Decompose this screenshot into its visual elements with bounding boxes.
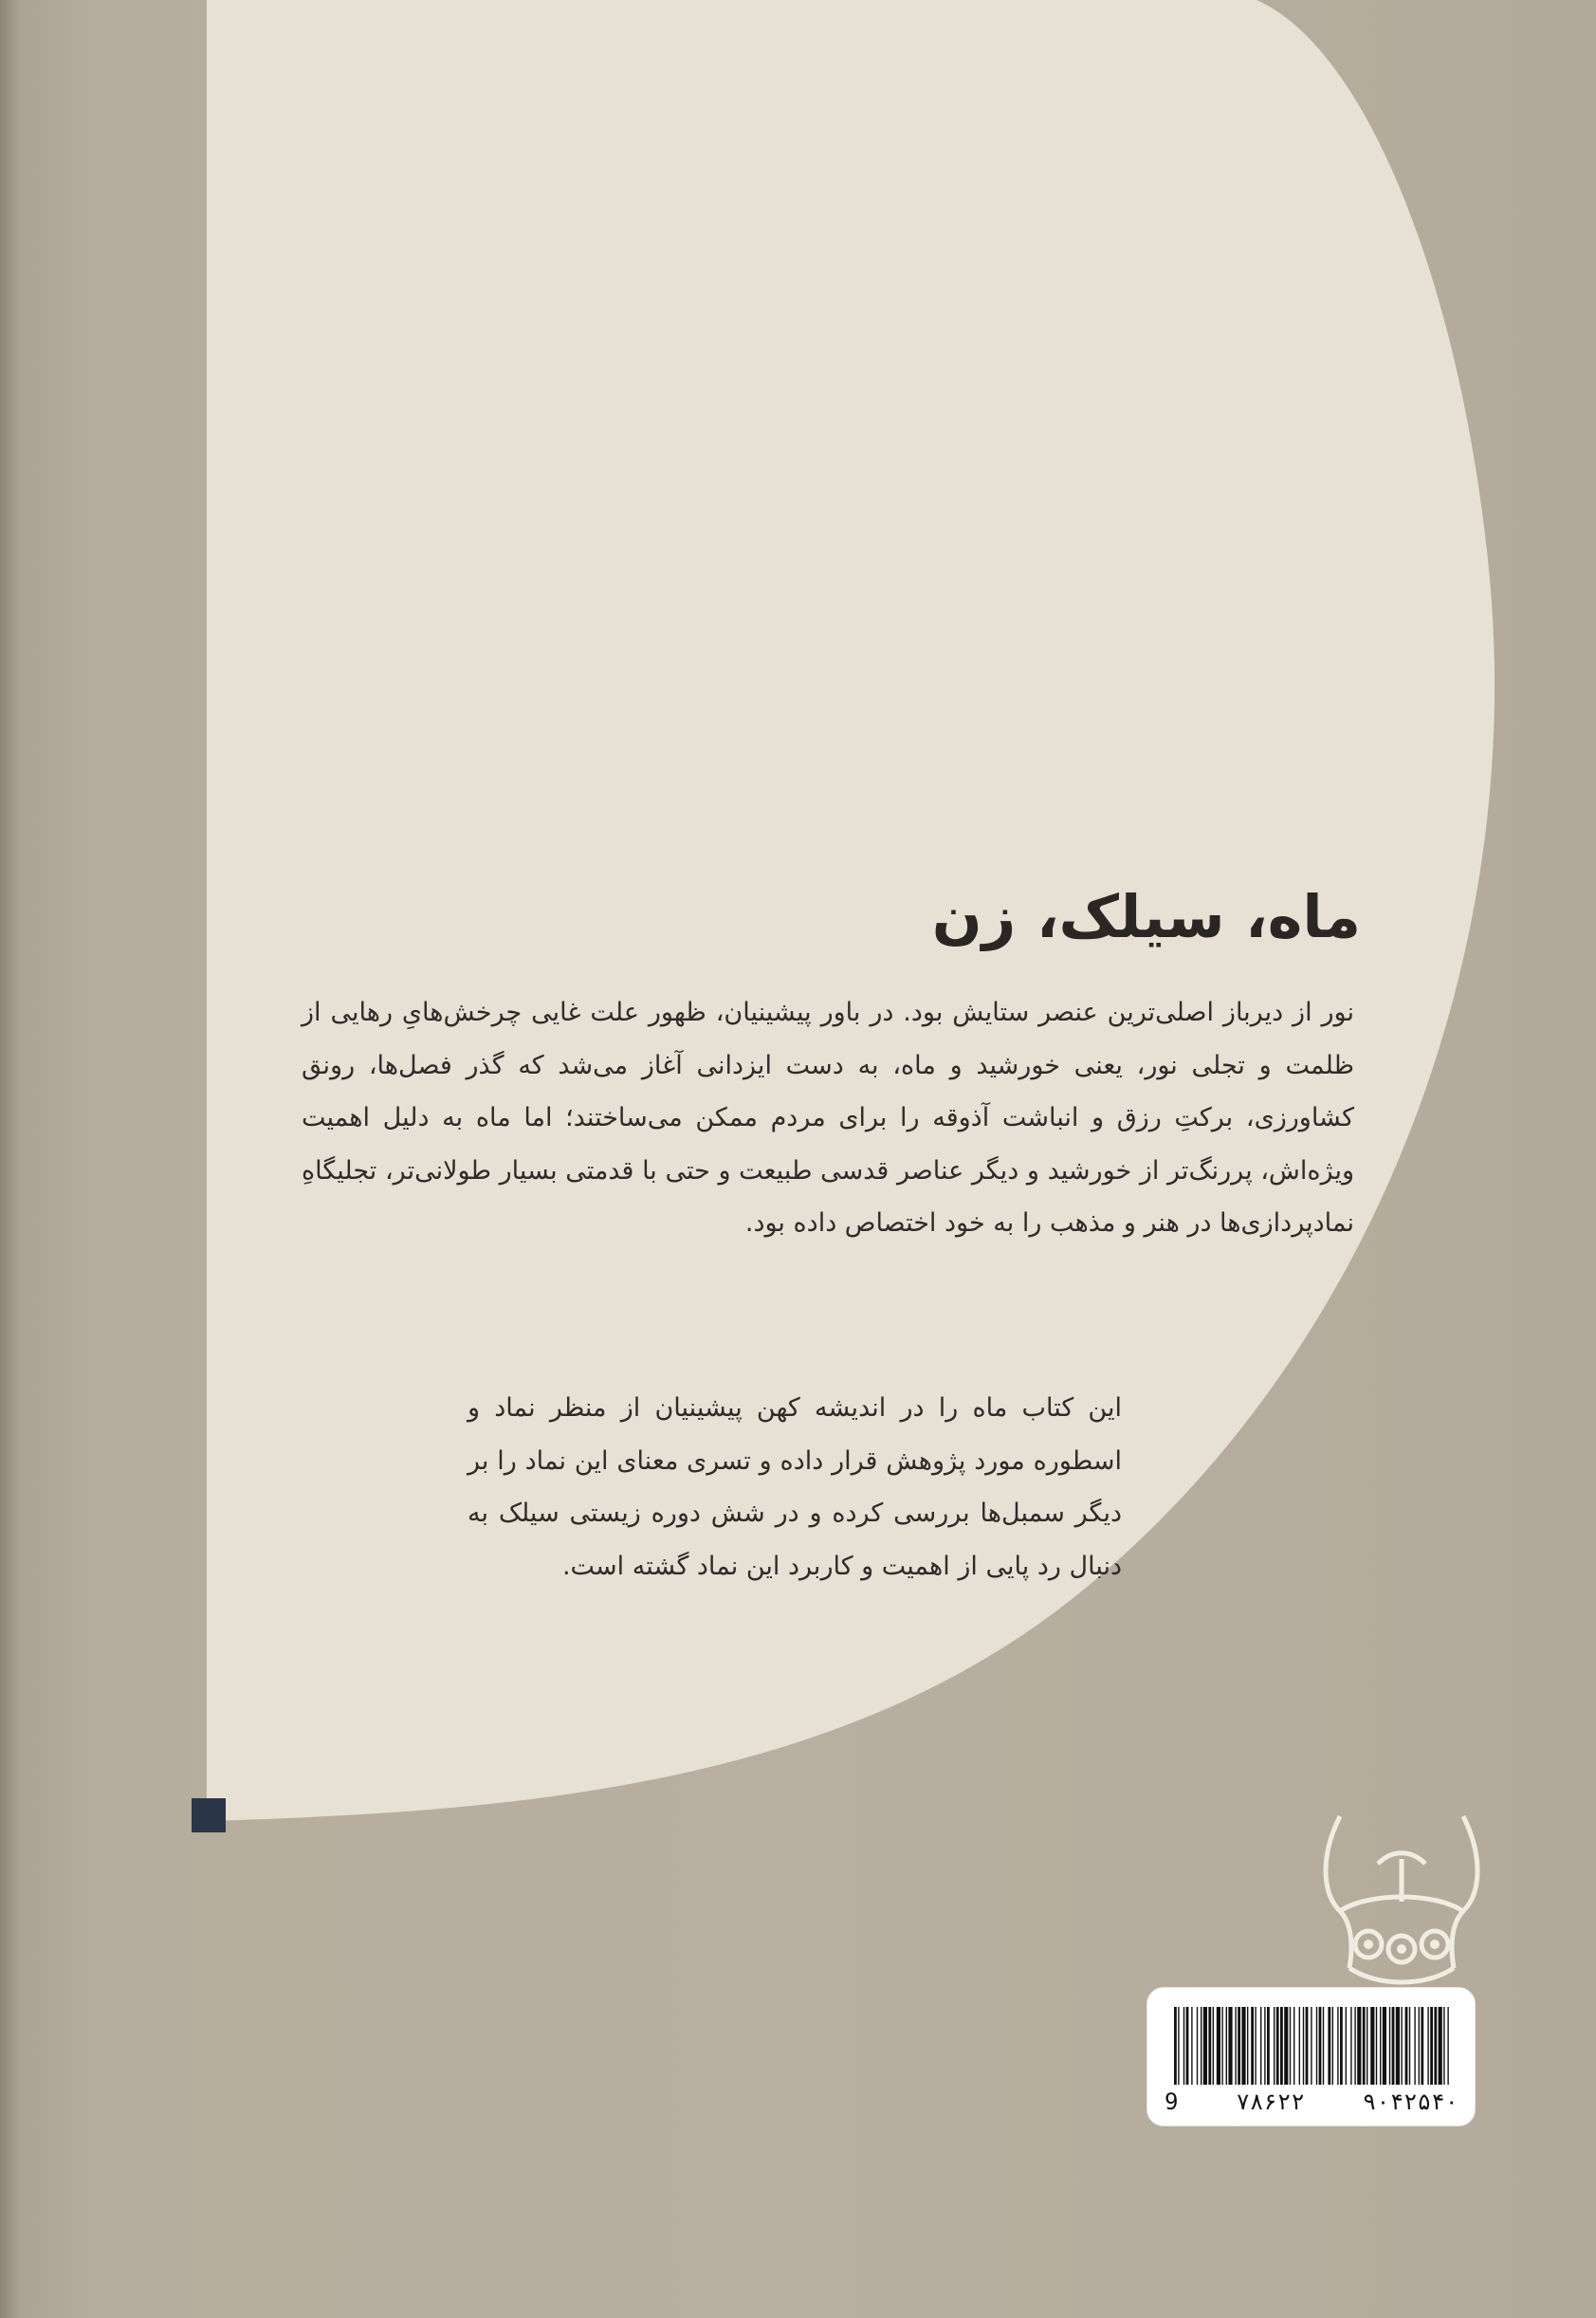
barcode-bar: [1306, 2007, 1309, 2085]
barcode-bar: [1389, 2007, 1390, 2085]
barcode-digit-group-1: ۷۸۶۲۲: [1236, 2088, 1305, 2115]
barcode-bar: [1337, 2007, 1338, 2085]
barcode-bar: [1274, 2007, 1275, 2085]
barcode-bar: [1183, 2007, 1184, 2085]
barcode-bar: [1370, 2007, 1374, 2085]
barcode-bar: [1414, 2007, 1415, 2085]
barcode-bar: [1427, 2007, 1428, 2085]
barcode-bar: [1235, 2007, 1236, 2085]
logo-right-wing: [1452, 1816, 1477, 1968]
barcode-bar: [1405, 2007, 1408, 2085]
barcode-bar: [1267, 2007, 1270, 2085]
barcode-bar: [1311, 2007, 1312, 2085]
barcode-bar: [1241, 2007, 1245, 2085]
barcode-bar: [1319, 2007, 1322, 2085]
barcode-bar: [1217, 2007, 1220, 2085]
barcode-bar: [1213, 2007, 1214, 2085]
blurb-paragraph-1: [302, 986, 1354, 1250]
barcode-bar: [1299, 2007, 1300, 2085]
barcode-bar: [1376, 2007, 1377, 2085]
barcode-bar: [1346, 2007, 1347, 2085]
book-title: ماه، سیلک، زن: [931, 882, 1361, 951]
barcode-label: [1147, 1987, 1476, 2126]
barcode-bar: [1340, 2007, 1343, 2085]
barcode-bar: [1443, 2007, 1444, 2085]
barcode-bar: [1238, 2007, 1240, 2085]
barcode-bar: [1201, 2007, 1202, 2085]
square-mark-icon: [192, 1798, 226, 1832]
barcode-bar: [1323, 2007, 1324, 2085]
paragraph-1-text: نور از دیرباز اصلی‌ترین عنصر ستایش بود. در باور پیشینیان، ظهور علت غایی چرخش‌هایِ رهایی از ظلمت و تجلی نور، یعنی خورشید و ماه، به دست ایزدانی آغاز می‌شد که گذر فصل‌ها، رونق کشاورزی، برکتِ رزق و انباشت آذوقه را برای مردم ممکن می‌ساختند؛ اما ماه به دلیل اهمیت ویژه‌اش، پررنگ‌تر از خورشید و دیگر عناصر قدسی طبیعت و حتی با قدمتی بسیار طولانی‌تر، تجلیگاهِ نمادپردازی‌ها در هنر و مذهب را به خود اختصاص داده بود.: [302, 998, 1354, 1238]
barcode-bar: [1178, 2007, 1179, 2085]
barcode-bar: [1228, 2007, 1232, 2085]
barcode-bar: [1203, 2007, 1207, 2085]
barcode-bar: [1434, 2007, 1437, 2085]
barcode-bar: [1284, 2007, 1288, 2085]
barcode-bar: [1191, 2007, 1192, 2085]
barcode-bar: [1357, 2007, 1361, 2085]
barcode-bar: [1251, 2007, 1254, 2085]
barcode-bar: [1439, 2007, 1442, 2085]
barcode-bar: [1293, 2007, 1294, 2085]
barcode-bar: [1264, 2007, 1265, 2085]
barcode-bar: [1247, 2007, 1248, 2085]
publisher-logo-icon: [1312, 1807, 1492, 1992]
paragraph-2-text: این کتاب ماه را در اندیشه کهن پیشینیان از منظر نماد و اسطوره مورد پژوهش قرار داده و تسری معنای این نماد را بر دیگر سمبل‌ها بررسی کرده و در شش دوره زیستی سیلک به دنبال رد پایی از اهمیت و کاربرد این نماد گشته است.: [468, 1393, 1122, 1581]
barcode-digits: [1165, 2088, 1458, 2117]
barcode-bar: [1430, 2007, 1433, 2085]
barcode-bar: [1226, 2007, 1227, 2085]
barcode-digit-group-2: ۹۰۴۲۵۴۰: [1362, 2088, 1458, 2115]
barcode-bar: [1255, 2007, 1256, 2085]
barcode-bar: [1409, 2007, 1410, 2085]
barcode-bar: [1186, 2007, 1189, 2085]
barcode-bar: [1316, 2007, 1317, 2085]
blurb-paragraph-2: [468, 1356, 1122, 1618]
barcode-bar: [1350, 2007, 1351, 2085]
barcode-bar: [1363, 2007, 1366, 2085]
barcode-bar: [1221, 2007, 1222, 2085]
barcode-bar: [1354, 2007, 1355, 2085]
barcode-bar: [1421, 2007, 1423, 2085]
barcode-bar: [1174, 2007, 1177, 2085]
barcode-bar: [1396, 2007, 1400, 2085]
barcode-bar: [1332, 2007, 1333, 2085]
barcode-bar: [1401, 2007, 1402, 2085]
barcode-bar: [1208, 2007, 1211, 2085]
barcode-bar: [1276, 2007, 1279, 2085]
barcode-bar: [1290, 2007, 1291, 2085]
barcode-bar: [1260, 2007, 1261, 2085]
barcode-bar: [1419, 2007, 1420, 2085]
barcode-bar: [1447, 2007, 1448, 2085]
barcode-bar: [1303, 2007, 1304, 2085]
barcode-bar: [1392, 2007, 1395, 2085]
barcode-bar: [1280, 2007, 1283, 2085]
barcode-bar: [1380, 2007, 1381, 2085]
barcode-bars: [1174, 2007, 1449, 2085]
barcode-bar: [1197, 2007, 1198, 2085]
barcode-digit-prefix: 9: [1165, 2088, 1179, 2115]
barcode-bar: [1328, 2007, 1330, 2085]
logo-left-wing: [1326, 1816, 1351, 1968]
barcode-bar: [1383, 2007, 1386, 2085]
